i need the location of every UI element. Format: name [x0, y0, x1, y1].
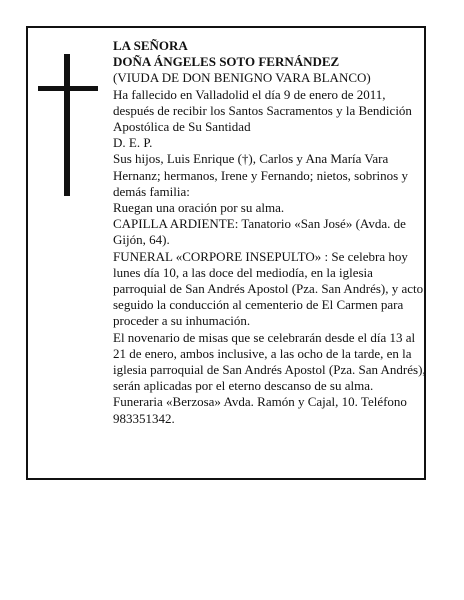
funeral-home-paragraph: Funeraria «Berzosa» Avda. Ramón y Cajal, 10. Teléfono 983351342. [113, 394, 407, 426]
cross-vertical-bar [64, 54, 70, 196]
notice-text [113, 38, 429, 427]
cross-horizontal-bar [38, 86, 98, 91]
notice-title: LA SEÑORA [113, 38, 188, 53]
deceased-name: DOÑA ÁNGELES SOTO FERNÁNDEZ [113, 54, 340, 70]
deceased-subtitle: (VIUDA DE DON BENIGNO VARA BLANCO) [113, 70, 371, 86]
funeral-paragraph: FUNERAL «CORPORE INSEPULTO» : Se celebra hoy lunes día 10, a las doce del mediodía, en la iglesia parroquial de San Andrés Apostol (Pza. San Andrés), y acto seguido la conducción al cementerio de El Carmen para proceder a su inhumación. [113, 248, 424, 329]
rip-line: D. E. P. [113, 135, 153, 151]
family-paragraph: Sus hijos, Luis Enrique (†), Carlos y Ana María Vara Hernanz; hermanos, Irene y Fernando; nietos, sobrinos y demás familia: [113, 151, 408, 199]
cross-icon [38, 54, 98, 196]
novena-paragraph: El novenario de misas que se celebrarán desde el día 13 al 21 de enero, ambos inclusive, a las ocho de la tarde, en la iglesia parroquial de San Andrés Apostol (Pza. San Andrés), serán aplicadas por el eterno descanso de su alma. [113, 329, 426, 394]
chapel-paragraph: CAPILLA ARDIENTE: Tanatorio «San José» (Avda. de Gijón, 64). [113, 216, 406, 248]
announcement-paragraph: Ha fallecido en Valladolid el día 9 de enero de 2011, después de recibir los Santos Sacramentos y la Bendición Apostólica de Su Santidad [113, 86, 412, 135]
prayer-line: Ruegan una oración por su alma. [113, 200, 285, 216]
